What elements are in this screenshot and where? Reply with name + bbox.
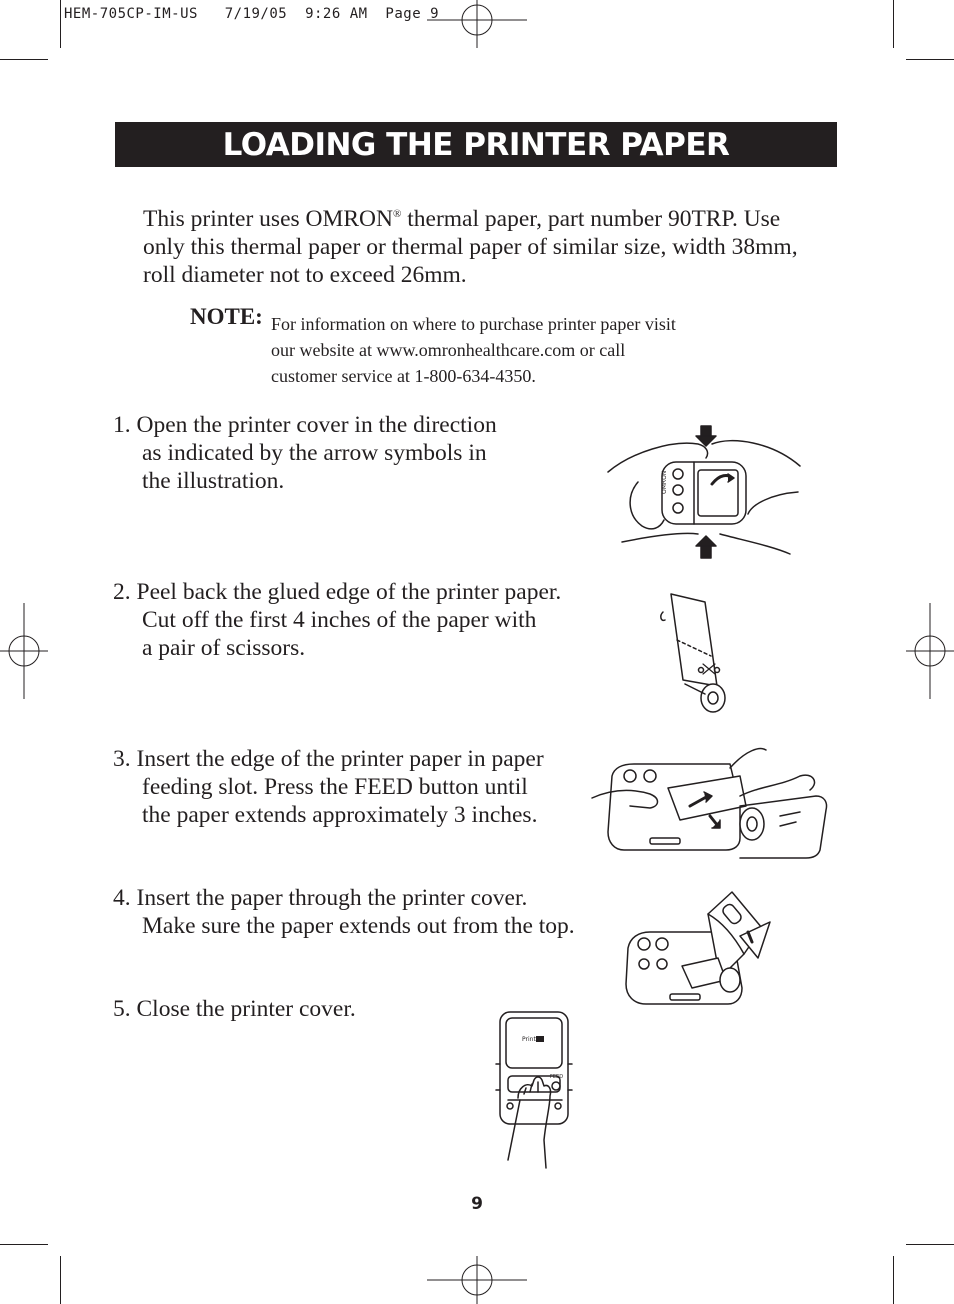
step-text: 3. Insert the edge of the printer paper in paper bbox=[113, 746, 544, 772]
step-text: 2. Peel back the glued edge of the printer paper. bbox=[113, 579, 562, 605]
intro-text: only this thermal paper or thermal paper of similar size, width 38mm, bbox=[143, 234, 798, 260]
step-text: a pair of scissors. bbox=[142, 635, 306, 661]
print-slug: HEM-705CP-IM-US 7/19/05 9:26 AM Page 9 bbox=[64, 6, 440, 22]
note-label: NOTE: bbox=[190, 304, 263, 329]
crop-mark bbox=[906, 1244, 954, 1245]
intro-text: roll diameter not to exceed 26mm. bbox=[143, 262, 467, 288]
crop-mark bbox=[0, 59, 48, 60]
step-3 bbox=[113, 745, 544, 829]
step-text: feeding slot. Press the FEED button until bbox=[142, 774, 528, 800]
step-text: 5. Close the printer cover. bbox=[113, 996, 356, 1022]
page-number: 9 bbox=[471, 1194, 483, 1214]
step-4 bbox=[113, 884, 575, 940]
step-5 bbox=[113, 995, 356, 1023]
step-text: the illustration. bbox=[142, 468, 285, 494]
registration-mark-icon bbox=[427, 0, 527, 48]
note-line: our website at www.omronhealthcare.com or call bbox=[271, 340, 626, 360]
intro-text: This printer uses OMRON bbox=[143, 206, 393, 232]
thread-paper-illustration bbox=[622, 888, 778, 1024]
note-line: customer service at 1-800-634-4350. bbox=[271, 366, 536, 386]
registration-mark-icon bbox=[906, 603, 954, 699]
registration-mark-icon bbox=[0, 603, 48, 699]
step-text: as indicated by the arrow symbols in bbox=[142, 440, 487, 466]
close-cover-illustration bbox=[494, 1010, 576, 1170]
step-1 bbox=[113, 411, 497, 495]
crop-mark bbox=[60, 1256, 61, 1304]
crop-mark bbox=[893, 1256, 894, 1304]
title-banner bbox=[115, 122, 837, 167]
step-text: Cut off the first 4 inches of the paper with bbox=[142, 607, 537, 633]
open-cover-illustration bbox=[602, 422, 804, 568]
registered-mark: ® bbox=[393, 208, 402, 220]
brand-label: OMRON bbox=[661, 470, 668, 494]
insert-paper-illustration bbox=[590, 746, 832, 864]
crop-mark bbox=[0, 1244, 48, 1245]
feed-label: FEED bbox=[550, 1074, 564, 1080]
step-text: Make sure the paper extends out from the top. bbox=[142, 913, 575, 939]
crop-mark bbox=[60, 0, 61, 48]
intro-text: thermal paper, part number 90TRP. Use bbox=[401, 206, 781, 232]
step-text: 1. Open the printer cover in the direction bbox=[113, 412, 497, 438]
paper-roll-illustration bbox=[655, 590, 735, 718]
printer-label: Printer bbox=[522, 1036, 542, 1043]
crop-mark bbox=[906, 59, 954, 60]
step-2 bbox=[113, 578, 561, 662]
page-title: LOADING THE PRINTER PAPER bbox=[222, 126, 730, 163]
registration-mark-icon bbox=[427, 1256, 527, 1304]
note-body bbox=[271, 311, 791, 389]
step-text: the paper extends approximately 3 inches. bbox=[142, 802, 538, 828]
intro-paragraph bbox=[143, 200, 833, 289]
step-text: 4. Insert the paper through the printer cover. bbox=[113, 885, 528, 911]
crop-mark bbox=[893, 0, 894, 48]
note-line: For information on where to purchase printer paper visit bbox=[271, 314, 676, 334]
